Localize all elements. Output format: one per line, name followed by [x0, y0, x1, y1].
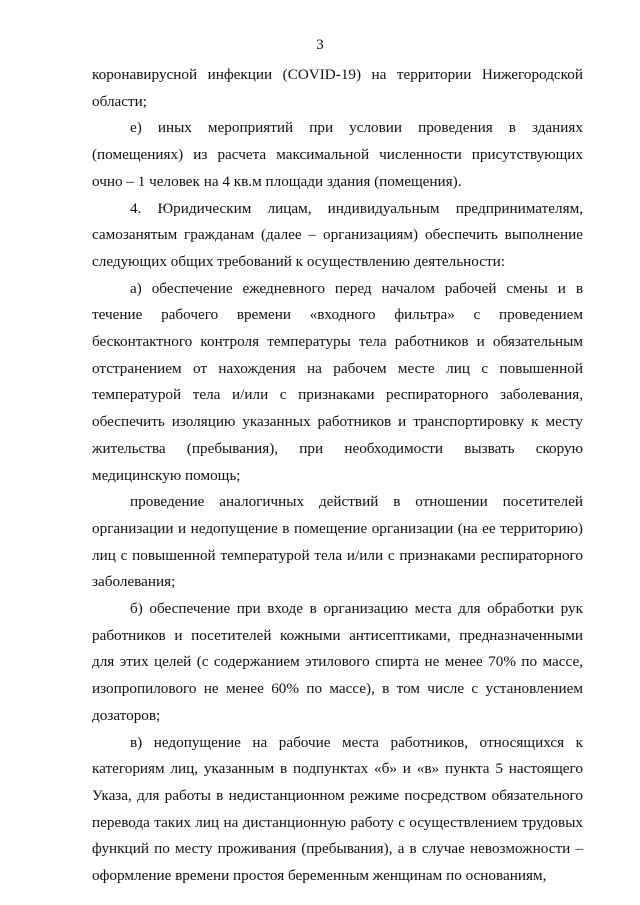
paragraph-item-e: е) иных мероприятий при условии проведения в зданиях (помещениях) из расчета максимальной численности присутствующих очно – 1 человек на 4 кв.м площади здания (помещения).: [92, 119, 583, 190]
paragraph-continuation: коронавирусной инфекции (COVID-19) на территории Нижегородской области;: [92, 66, 583, 110]
page-number: 3: [316, 37, 324, 53]
paragraph-item-a: а) обеспечение ежедневного перед началом рабочей смены и в течение рабочего времени «входного фильтра» с проведением бесконтактного контроля температуры тела работников и обязательным отстранением от нахождения на рабочем месте лиц с повышенной температурой тела и/или с признаками респираторного заболевания, обеспечить изоляцию указанных работников и транспортировку к месту жительства (пребывания), при необходимости вызвать скорую медицинскую помощь;: [92, 279, 583, 484]
document-body: [92, 62, 583, 890]
paragraph-item-b: б) обеспечение при входе в организацию места для обработки рук работников и посетителей кожными антисептиками, предназначенными для этих целей (с содержанием этилового спирта не менее 70% по массе, изопропилового не менее 60% по массе), в том числе с установлением дозаторов;: [92, 600, 583, 724]
paragraph-visitors: проведение аналогичных действий в отношении посетителей организации и недопущение в помещение организации (на ее территорию) лиц с повышенной температурой тела и/или с признаками респираторного заболевания;: [92, 493, 583, 591]
paragraph-item-v: в) недопущение на рабочие места работников, относящихся к категориям лиц, указанным в подпунктах «б» и «в» пункта 5 настоящего Указа, для работы в недистанционном режиме посредством обязательного перевода таких лиц на дистанционную работу с осуществлением трудовых функций по месту проживания (пребывания), а в случае невозможности – оформление времени простоя беременным женщинам по основаниям,: [92, 733, 583, 885]
paragraph-section-4: 4. Юридическим лицам, индивидуальным предпринимателям, самозанятым гражданам (далее – организациям) обеспечить выполнение следующих общих требований к осуществлению деятельности:: [92, 199, 583, 270]
